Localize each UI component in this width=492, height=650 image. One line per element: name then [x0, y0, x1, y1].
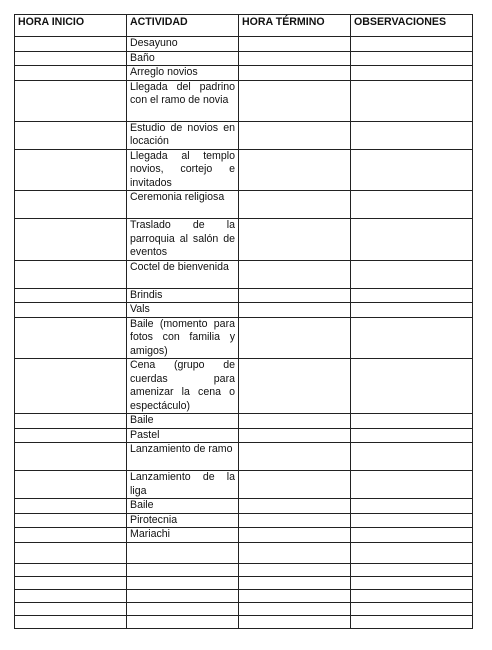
empty-cell: [239, 615, 351, 628]
empty-cell: [351, 615, 473, 628]
empty-row: [15, 602, 473, 615]
empty-cell: [239, 563, 351, 576]
table-row: [15, 288, 473, 303]
cell-observaciones: [351, 121, 473, 149]
empty-cell: [351, 563, 473, 576]
cell-hora-termino: [239, 288, 351, 303]
empty-cell: [127, 615, 239, 628]
cell-hora-inicio: [15, 317, 127, 359]
cell-actividad: Arreglo novios: [127, 66, 239, 81]
cell-hora-inicio: [15, 513, 127, 528]
cell-actividad: Lanzamiento de la liga: [127, 471, 239, 499]
cell-actividad: Baile: [127, 499, 239, 514]
table-row: [15, 191, 473, 219]
cell-hora-termino: [239, 121, 351, 149]
cell-actividad: Baile: [127, 414, 239, 429]
cell-hora-termino: [239, 80, 351, 121]
cell-hora-termino: [239, 303, 351, 318]
empty-cell: [127, 589, 239, 602]
table-row: [15, 359, 473, 414]
cell-hora-inicio: [15, 219, 127, 261]
cell-observaciones: [351, 51, 473, 66]
cell-hora-inicio: [15, 149, 127, 191]
empty-cell: [351, 602, 473, 615]
cell-observaciones: [351, 288, 473, 303]
cell-hora-termino: [239, 513, 351, 528]
empty-cell: [127, 602, 239, 615]
cell-observaciones: [351, 37, 473, 52]
cell-actividad: Baño: [127, 51, 239, 66]
cell-hora-inicio: [15, 471, 127, 499]
cell-actividad: Baile (momento para fotos con familia y amigos): [127, 317, 239, 359]
cell-hora-termino: [239, 66, 351, 81]
cell-hora-inicio: [15, 499, 127, 514]
cell-hora-inicio: [15, 303, 127, 318]
empty-cell: [15, 576, 127, 589]
table-body: [15, 37, 473, 629]
table-row: [15, 80, 473, 121]
cell-observaciones: [351, 359, 473, 414]
table-row: [15, 51, 473, 66]
table-row: [15, 260, 473, 288]
empty-cell: [127, 542, 239, 563]
cell-actividad: Ceremonia religiosa: [127, 191, 239, 219]
cell-actividad: Llegada del padrino con el ramo de novia: [127, 80, 239, 121]
empty-row: [15, 615, 473, 628]
cell-observaciones: [351, 80, 473, 121]
cell-hora-inicio: [15, 191, 127, 219]
cell-hora-termino: [239, 37, 351, 52]
empty-cell: [351, 576, 473, 589]
empty-row: [15, 563, 473, 576]
cell-hora-termino: [239, 191, 351, 219]
cell-hora-inicio: [15, 66, 127, 81]
table-row: [15, 149, 473, 191]
cell-actividad: Llegada al templo novios, cortejo e invitados: [127, 149, 239, 191]
cell-actividad: Cena (grupo de cuerdas para amenizar la cena o espectáculo): [127, 359, 239, 414]
cell-actividad: Brindis: [127, 288, 239, 303]
cell-observaciones: [351, 219, 473, 261]
cell-actividad: Lanzamiento de ramo: [127, 443, 239, 471]
empty-row: [15, 589, 473, 602]
cell-observaciones: [351, 528, 473, 543]
cell-observaciones: [351, 471, 473, 499]
cell-actividad: Estudio de novios en locación: [127, 121, 239, 149]
table-row: [15, 219, 473, 261]
cell-actividad: Vals: [127, 303, 239, 318]
empty-cell: [351, 542, 473, 563]
wedding-schedule-table: [14, 14, 473, 629]
cell-observaciones: [351, 443, 473, 471]
empty-row: [15, 542, 473, 563]
cell-observaciones: [351, 303, 473, 318]
cell-hora-inicio: [15, 414, 127, 429]
empty-cell: [239, 542, 351, 563]
cell-hora-inicio: [15, 260, 127, 288]
empty-cell: [15, 602, 127, 615]
table-row: [15, 66, 473, 81]
cell-hora-inicio: [15, 528, 127, 543]
cell-hora-termino: [239, 317, 351, 359]
empty-cell: [127, 563, 239, 576]
table-row: [15, 303, 473, 318]
table-row: [15, 499, 473, 514]
cell-actividad: Mariachi: [127, 528, 239, 543]
cell-hora-inicio: [15, 443, 127, 471]
cell-hora-inicio: [15, 121, 127, 149]
cell-hora-termino: [239, 443, 351, 471]
cell-observaciones: [351, 414, 473, 429]
cell-hora-termino: [239, 499, 351, 514]
table-row: [15, 121, 473, 149]
cell-hora-termino: [239, 414, 351, 429]
cell-observaciones: [351, 317, 473, 359]
cell-hora-termino: [239, 359, 351, 414]
header-actividad: ACTIVIDAD: [127, 15, 239, 37]
cell-hora-termino: [239, 428, 351, 443]
cell-observaciones: [351, 513, 473, 528]
empty-cell: [127, 576, 239, 589]
cell-hora-inicio: [15, 37, 127, 52]
cell-hora-termino: [239, 528, 351, 543]
empty-cell: [239, 602, 351, 615]
table-row: [15, 471, 473, 499]
header-observaciones: OBSERVACIONES: [351, 15, 473, 37]
cell-observaciones: [351, 149, 473, 191]
cell-hora-termino: [239, 149, 351, 191]
cell-hora-inicio: [15, 359, 127, 414]
table-row: [15, 443, 473, 471]
cell-observaciones: [351, 191, 473, 219]
cell-observaciones: [351, 428, 473, 443]
table-header: [15, 15, 473, 37]
table-row: [15, 414, 473, 429]
table-row: [15, 513, 473, 528]
cell-actividad: Coctel de bienvenida: [127, 260, 239, 288]
cell-actividad: Traslado de la parroquia al salón de eventos: [127, 219, 239, 261]
cell-hora-termino: [239, 260, 351, 288]
empty-cell: [351, 589, 473, 602]
header-hora-inicio: HORA INICIO: [15, 15, 127, 37]
table-row: [15, 317, 473, 359]
empty-cell: [15, 563, 127, 576]
cell-actividad: Pirotecnia: [127, 513, 239, 528]
table-row: [15, 428, 473, 443]
cell-hora-inicio: [15, 80, 127, 121]
cell-hora-inicio: [15, 428, 127, 443]
cell-observaciones: [351, 499, 473, 514]
cell-hora-termino: [239, 51, 351, 66]
cell-actividad: Pastel: [127, 428, 239, 443]
table-row: [15, 37, 473, 52]
empty-cell: [15, 589, 127, 602]
cell-hora-inicio: [15, 51, 127, 66]
cell-hora-inicio: [15, 288, 127, 303]
empty-cell: [239, 576, 351, 589]
empty-cell: [15, 615, 127, 628]
cell-observaciones: [351, 66, 473, 81]
empty-cell: [15, 542, 127, 563]
header-row: [15, 15, 473, 37]
header-hora-termino: HORA TÉRMINO: [239, 15, 351, 37]
cell-observaciones: [351, 260, 473, 288]
empty-cell: [239, 589, 351, 602]
table-row: [15, 528, 473, 543]
cell-hora-termino: [239, 471, 351, 499]
cell-hora-termino: [239, 219, 351, 261]
cell-actividad: Desayuno: [127, 37, 239, 52]
empty-row: [15, 576, 473, 589]
